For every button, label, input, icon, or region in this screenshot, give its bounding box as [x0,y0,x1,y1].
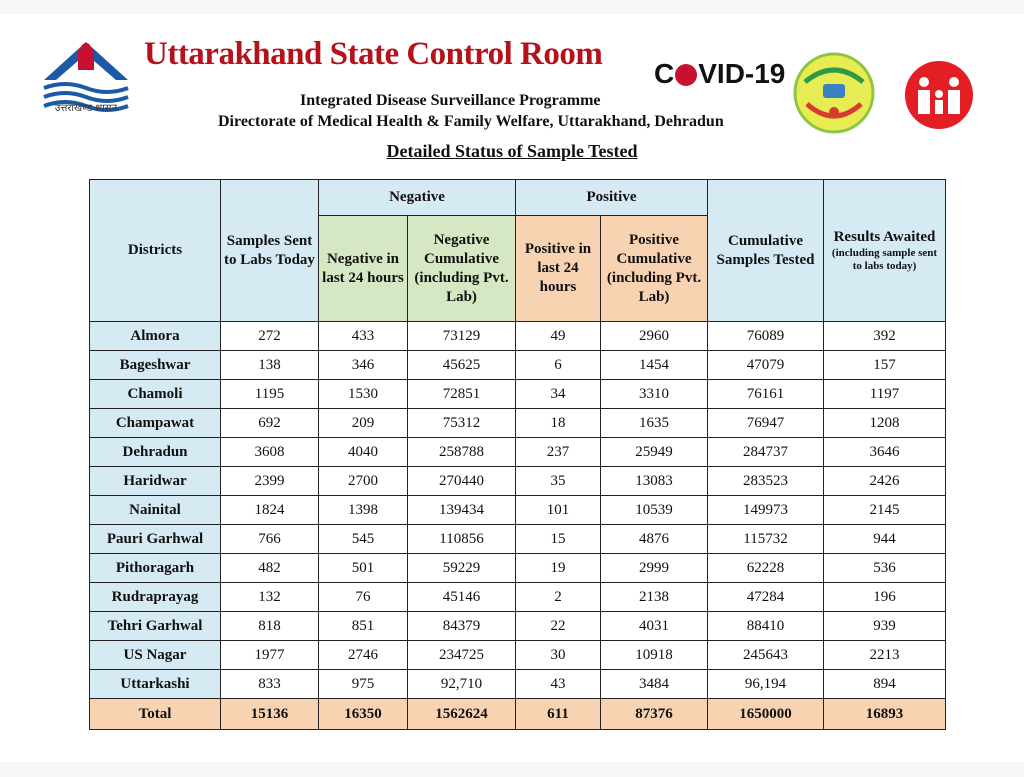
table-cell: 3310 [601,380,708,409]
table-cell: 3608 [221,438,319,467]
table-cell: 96,194 [708,670,824,699]
table-cell: 4040 [319,438,408,467]
table-cell: 1398 [319,496,408,525]
table-cell: 76089 [708,322,824,351]
subtitle-programme: Integrated Disease Surveillance Programme [300,92,601,109]
table-cell: 10539 [601,496,708,525]
table-cell: 62228 [708,554,824,583]
header [0,14,1024,130]
table-cell: 10918 [601,641,708,670]
table-row [90,467,946,496]
header-negative-group: Negative [319,180,516,216]
section-title: Detailed Status of Sample Tested [386,141,638,161]
total-cell: 1650000 [708,699,824,730]
table-cell: 284737 [708,438,824,467]
logo-caption: उत्तराखण्ड शासन [54,103,118,114]
table-cell: 2213 [824,641,946,670]
table-cell: 272 [221,322,319,351]
table-cell: 15 [516,525,601,554]
table-cell: 196 [824,583,946,612]
table-cell: 536 [824,554,946,583]
table-cell: 501 [319,554,408,583]
table-cell: 2145 [824,496,946,525]
district-name: Haridwar [90,467,221,496]
table-cell: 392 [824,322,946,351]
table-cell: 433 [319,322,408,351]
table-cell: 818 [221,612,319,641]
table-row [90,525,946,554]
header-results-awaited: Results Awaited (including sample sent to labs today) [824,180,946,322]
header-positive-group: Positive [516,180,708,216]
district-name: US Nagar [90,641,221,670]
table-cell: 766 [221,525,319,554]
header-positive-cumulative: Positive Cumulative (including Pvt. Lab) [601,216,708,322]
district-name: Rudraprayag [90,583,221,612]
district-name: Dehradun [90,438,221,467]
table-cell: 833 [221,670,319,699]
table-cell: 245643 [708,641,824,670]
table-cell: 1635 [601,409,708,438]
table-cell: 1208 [824,409,946,438]
table-cell: 22 [516,612,601,641]
results-awaited-note: (including sample sent to labs today) [831,247,938,272]
table-cell: 894 [824,670,946,699]
table-cell: 237 [516,438,601,467]
table-cell: 47284 [708,583,824,612]
table-cell: 2426 [824,467,946,496]
district-name: Uttarkashi [90,670,221,699]
district-name: Champawat [90,409,221,438]
table-cell: 234725 [408,641,516,670]
header-districts: Districts [90,180,221,322]
table-cell: 1197 [824,380,946,409]
table-cell: 1195 [221,380,319,409]
table-cell: 4876 [601,525,708,554]
table-cell: 76 [319,583,408,612]
table-cell: 115732 [708,525,824,554]
header-negative-cumulative: Negative Cumulative (including Pvt. Lab) [408,216,516,322]
table-cell: 939 [824,612,946,641]
table-cell: 59229 [408,554,516,583]
table-cell: 2746 [319,641,408,670]
table-cell: 157 [824,351,946,380]
table-row [90,322,946,351]
table-cell: 18 [516,409,601,438]
table-cell: 76947 [708,409,824,438]
total-cell: 16350 [319,699,408,730]
table-cell: 149973 [708,496,824,525]
table-cell: 45625 [408,351,516,380]
nhm-logo-icon [888,44,990,146]
table-cell: 43 [516,670,601,699]
header-cumulative-tested: Cumulative Samples Tested [708,180,824,322]
table-cell: 4031 [601,612,708,641]
table-cell: 139434 [408,496,516,525]
virus-icon [675,64,697,86]
table-cell: 1824 [221,496,319,525]
district-name: Chamoli [90,380,221,409]
total-cell: 16893 [824,699,946,730]
district-name: Bageshwar [90,351,221,380]
table-cell: 72851 [408,380,516,409]
table-cell: 2 [516,583,601,612]
table-cell: 34 [516,380,601,409]
table-row [90,380,946,409]
table-cell: 1977 [221,641,319,670]
table-cell: 692 [221,409,319,438]
total-cell: 87376 [601,699,708,730]
district-name: Almora [90,322,221,351]
table-cell: 3646 [824,438,946,467]
table-row [90,612,946,641]
table-cell: 138 [221,351,319,380]
table-cell: 545 [319,525,408,554]
table-cell: 283523 [708,467,824,496]
total-cell: 1562624 [408,699,516,730]
covid-logo: C VID-19 [654,58,786,89]
district-name: Tehri Garhwal [90,612,221,641]
table-cell: 1530 [319,380,408,409]
table-cell: 49 [516,322,601,351]
total-label: Total [90,699,221,730]
table-cell: 2138 [601,583,708,612]
header-positive-24h: Positive in last 24 hours [516,216,601,322]
table-cell: 75312 [408,409,516,438]
district-name: Pauri Garhwal [90,525,221,554]
table-cell: 132 [221,583,319,612]
table-cell: 92,710 [408,670,516,699]
header-negative-24h: Negative in last 24 hours [319,216,408,322]
header-samples-sent: Samples Sent to Labs Today [221,180,319,322]
table-cell: 101 [516,496,601,525]
table-body [90,322,946,699]
table-cell: 482 [221,554,319,583]
table-cell: 209 [319,409,408,438]
table-cell: 88410 [708,612,824,641]
table-cell: 30 [516,641,601,670]
table-cell: 13083 [601,467,708,496]
table-row [90,409,946,438]
total-cell: 611 [516,699,601,730]
table-row [90,496,946,525]
table-cell: 47079 [708,351,824,380]
table-cell: 851 [319,612,408,641]
table-row [90,351,946,380]
table-cell: 975 [319,670,408,699]
table-cell: 2999 [601,554,708,583]
table-cell: 2700 [319,467,408,496]
table-row [90,641,946,670]
table-cell: 19 [516,554,601,583]
page-title: Uttarakhand State Control Room [144,36,603,72]
idsp-logo-icon [793,52,875,134]
table-cell: 3484 [601,670,708,699]
table-cell: 944 [824,525,946,554]
subtitle-directorate: Directorate of Medical Health & Family Welfare, Uttarakhand, Dehradun [218,113,724,130]
table-cell: 84379 [408,612,516,641]
table-cell: 35 [516,467,601,496]
table-cell: 2960 [601,322,708,351]
total-cell: 15136 [221,699,319,730]
table-cell: 25949 [601,438,708,467]
district-name: Nainital [90,496,221,525]
table-row [90,554,946,583]
table-cell: 346 [319,351,408,380]
table-cell: 45146 [408,583,516,612]
table-cell: 76161 [708,380,824,409]
table-cell: 1454 [601,351,708,380]
table-cell: 110856 [408,525,516,554]
table-cell: 2399 [221,467,319,496]
total-row [90,699,946,730]
district-name: Pithoragarh [90,554,221,583]
table-row [90,670,946,699]
table-cell: 258788 [408,438,516,467]
table-cell: 6 [516,351,601,380]
table-cell: 270440 [408,467,516,496]
sample-status-table [89,179,946,730]
table-row [90,438,946,467]
table-row [90,583,946,612]
table-cell: 73129 [408,322,516,351]
